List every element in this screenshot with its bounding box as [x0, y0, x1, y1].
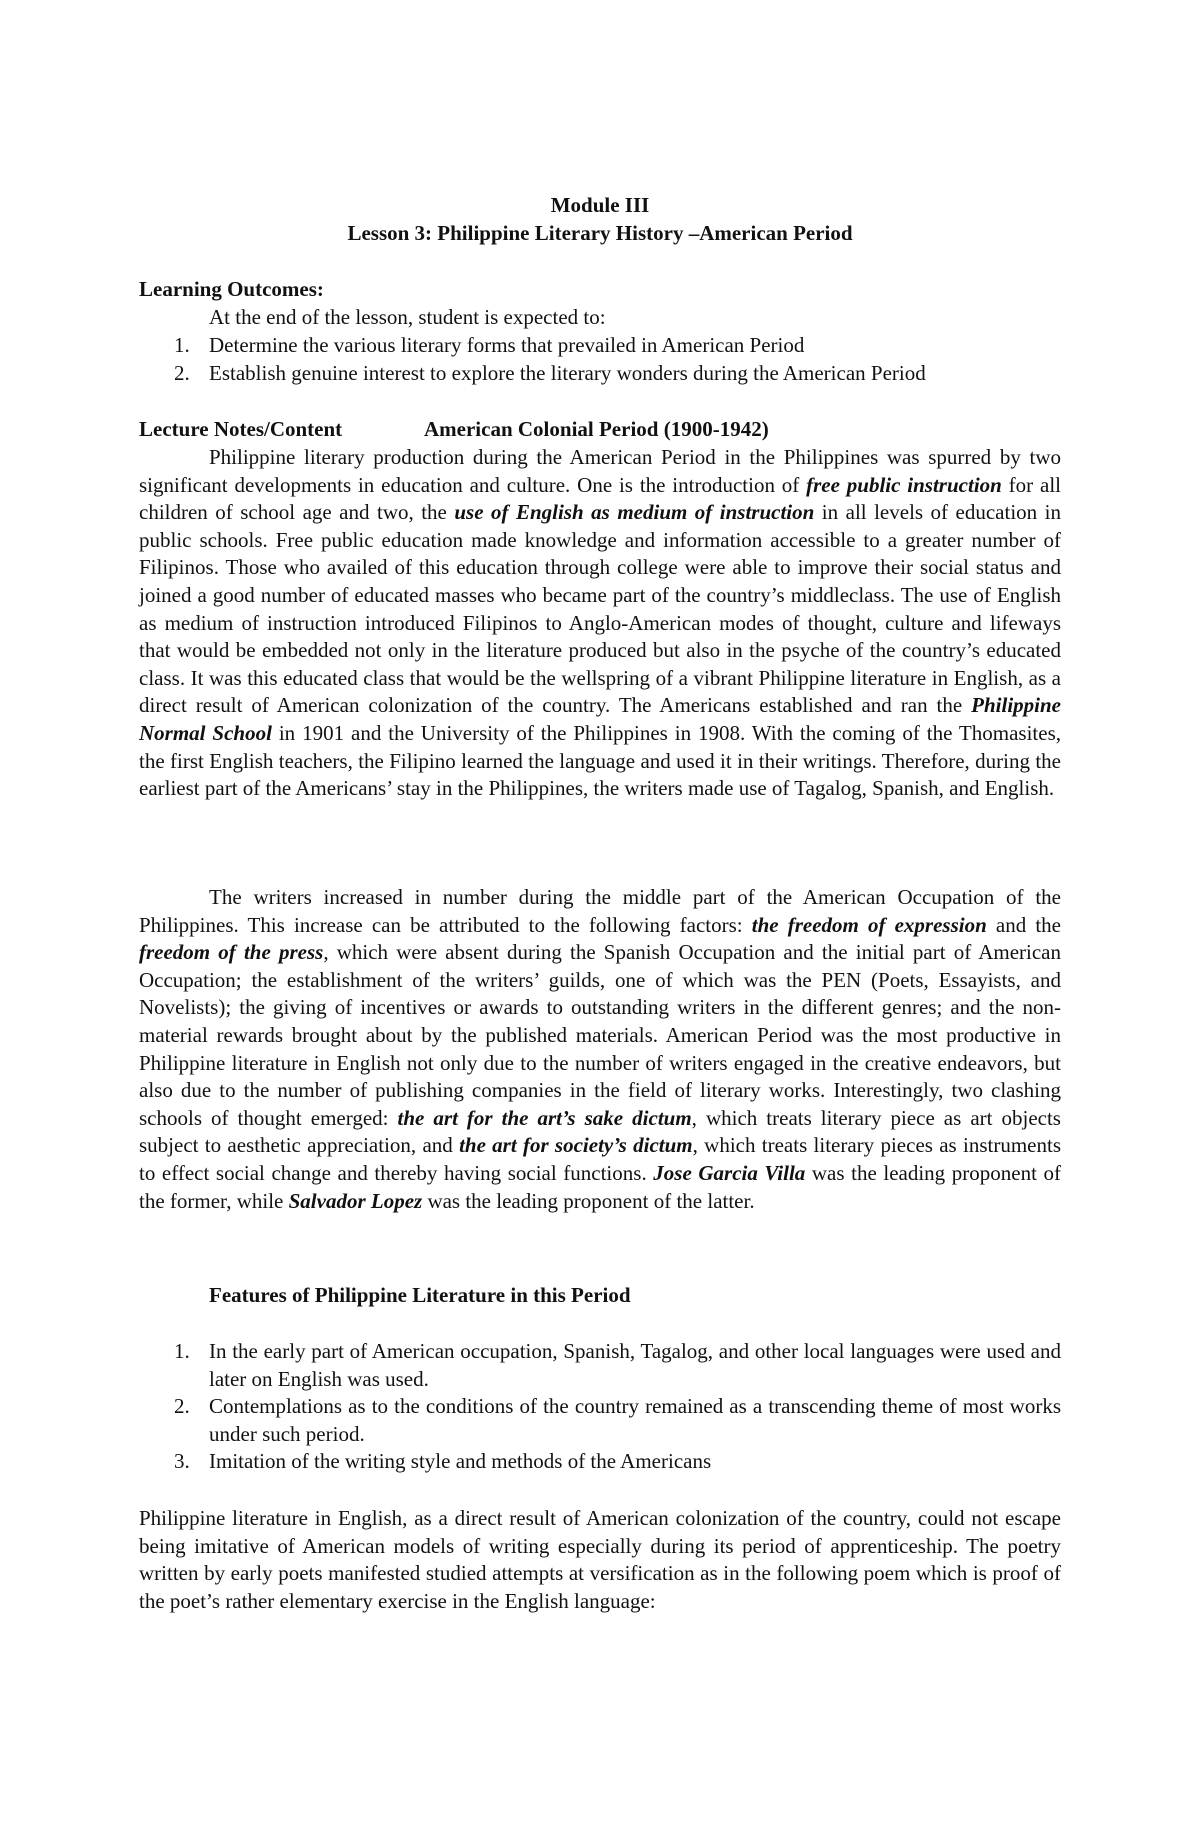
learning-outcomes-heading: Learning Outcomes:: [139, 277, 324, 301]
learning-outcome-item: [174, 360, 926, 388]
paragraph-writers: [139, 884, 1061, 1215]
emphasis-freedom-press: freedom of the press: [139, 940, 324, 965]
paragraph-education: [139, 444, 1061, 803]
text-run: , which were absent during the Spanish Occupation and the initial part of American Occupation; the establishment of the writers’ guilds, one of which was the PEN (Poets, Essayists, and Novelists); the giving of incentives or awards to outstanding writers in the different genres; and the non-material rewards brought about by the published materials. American Period was the most productive in Philippine literature in English not only due to the number of writers engaged in the creative endeavors, but also due to the number of publishing companies in the field of literary works. Interestingly, two clashing schools of thought emerged:: [139, 940, 1061, 1130]
text-run: was the leading proponent of the former, while: [139, 1160, 1061, 1213]
learning-outcome-item: [174, 332, 804, 360]
list-text: In the early part of American occupation, Spanish, Tagalog, and other local languages were used and later on English was used.: [209, 1339, 1061, 1391]
text-run: , which treats literary pieces as instruments to effect social change and thereby having social functions.: [139, 1133, 1061, 1185]
emphasis-jose-garcia-villa: Jose Garcia Villa: [653, 1160, 806, 1185]
text-run: The writers increased in number during the middle part of the American Occupation of the Philippines. This increase can be attributed to the following factors:: [139, 885, 1061, 937]
emphasis-freedom-expression: the freedom of expression: [751, 912, 987, 937]
list-text: Contemplations as to the conditions of the country remained as a transcending theme of most works under such period.: [209, 1394, 1061, 1446]
list-text: Establish genuine interest to explore the literary wonders during the American Period: [209, 361, 926, 385]
emphasis-art-for-society: the art for society’s dictum: [459, 1133, 693, 1158]
emphasis-normal-school: Philippine Normal School: [139, 693, 1061, 745]
list-number: 2.: [174, 361, 190, 385]
paragraph-imitation: Philippine literature in English, as a direct result of American colonization of the country, could not escape being imitative of American models of writing especially during its period of apprenticeship. The poetry written by early poets manifested studied attempts at versification as in the following poem which is proof of the poet’s rather elementary exercise in the English language:: [139, 1506, 1061, 1613]
emphasis-english-medium: use of English as medium of instruction: [454, 500, 815, 525]
text-run: was the leading proponent of the latter.: [422, 1188, 755, 1213]
text-run: in 1901 and the University of the Philippines in 1908. With the coming of the Thomasites, the first English teachers, the Filipino learned the language and used it in their writings. Therefore, during the earliest part of the Americans’ stay in the Philippines, the writers made use of Tagalog, Spanish, and English.: [139, 720, 1061, 801]
lesson-title: Lesson 3: Philippine Literary History –American Period: [347, 221, 853, 245]
list-item: [174, 1448, 1061, 1476]
learning-outcomes-intro: At the end of the lesson, student is expected to:: [209, 305, 606, 329]
list-number: 1.: [174, 333, 190, 357]
emphasis-salvador-lopez: Salvador Lopez: [288, 1188, 423, 1213]
period-title: American Colonial Period (1900-1942): [424, 417, 769, 441]
features-heading: Features of Philippine Literature in this Period: [209, 1283, 631, 1307]
emphasis-free-public-instruction: free public instruction: [806, 472, 1002, 497]
module-title: Module III: [550, 193, 650, 217]
text-run: Philippine literary production during the American Period in the Philippines was spurred by two significant developments in education and culture. One is the introduction of: [139, 445, 1061, 497]
text-run: for all children of school age and two, the: [139, 472, 1061, 525]
list-text: Imitation of the writing style and methods of the Americans: [209, 1449, 712, 1474]
list-text: Determine the various literary forms that prevailed in American Period: [209, 333, 805, 357]
list-item: [174, 1338, 1061, 1393]
features-list: [174, 1338, 1061, 1476]
text-run: and the: [986, 912, 1061, 937]
emphasis-art-for-art: the art for the art’s sake dictum: [397, 1105, 692, 1130]
list-number: 2.: [174, 1394, 190, 1419]
lecture-notes-label: Lecture Notes/Content: [139, 417, 343, 441]
lecture-notes-heading: [139, 416, 1061, 444]
list-number: 3.: [174, 1449, 190, 1474]
text-run: in all levels of education in public schools. Free public education made knowledge and information accessible to a greater number of Filipinos. Those who availed of this education through college were able to improve their social status and joined a good number of educated masses who became part of the country’s middleclass. The use of English as medium of instruction introduced Filipinos to Anglo-American modes of thought, culture and lifeways that would be embedded not only in the literature produced but also in the psyche of the country’s educated class. It was this educated class that would be the wellspring of a vibrant Philippine literature in English, as a direct result of American colonization of the country. The Americans established and ran the: [139, 500, 1061, 718]
text-run: , which treats literary piece as art objects subject to aesthetic appreciation, and: [139, 1105, 1061, 1158]
list-number: 1.: [174, 1339, 190, 1363]
list-item: [174, 1393, 1061, 1448]
